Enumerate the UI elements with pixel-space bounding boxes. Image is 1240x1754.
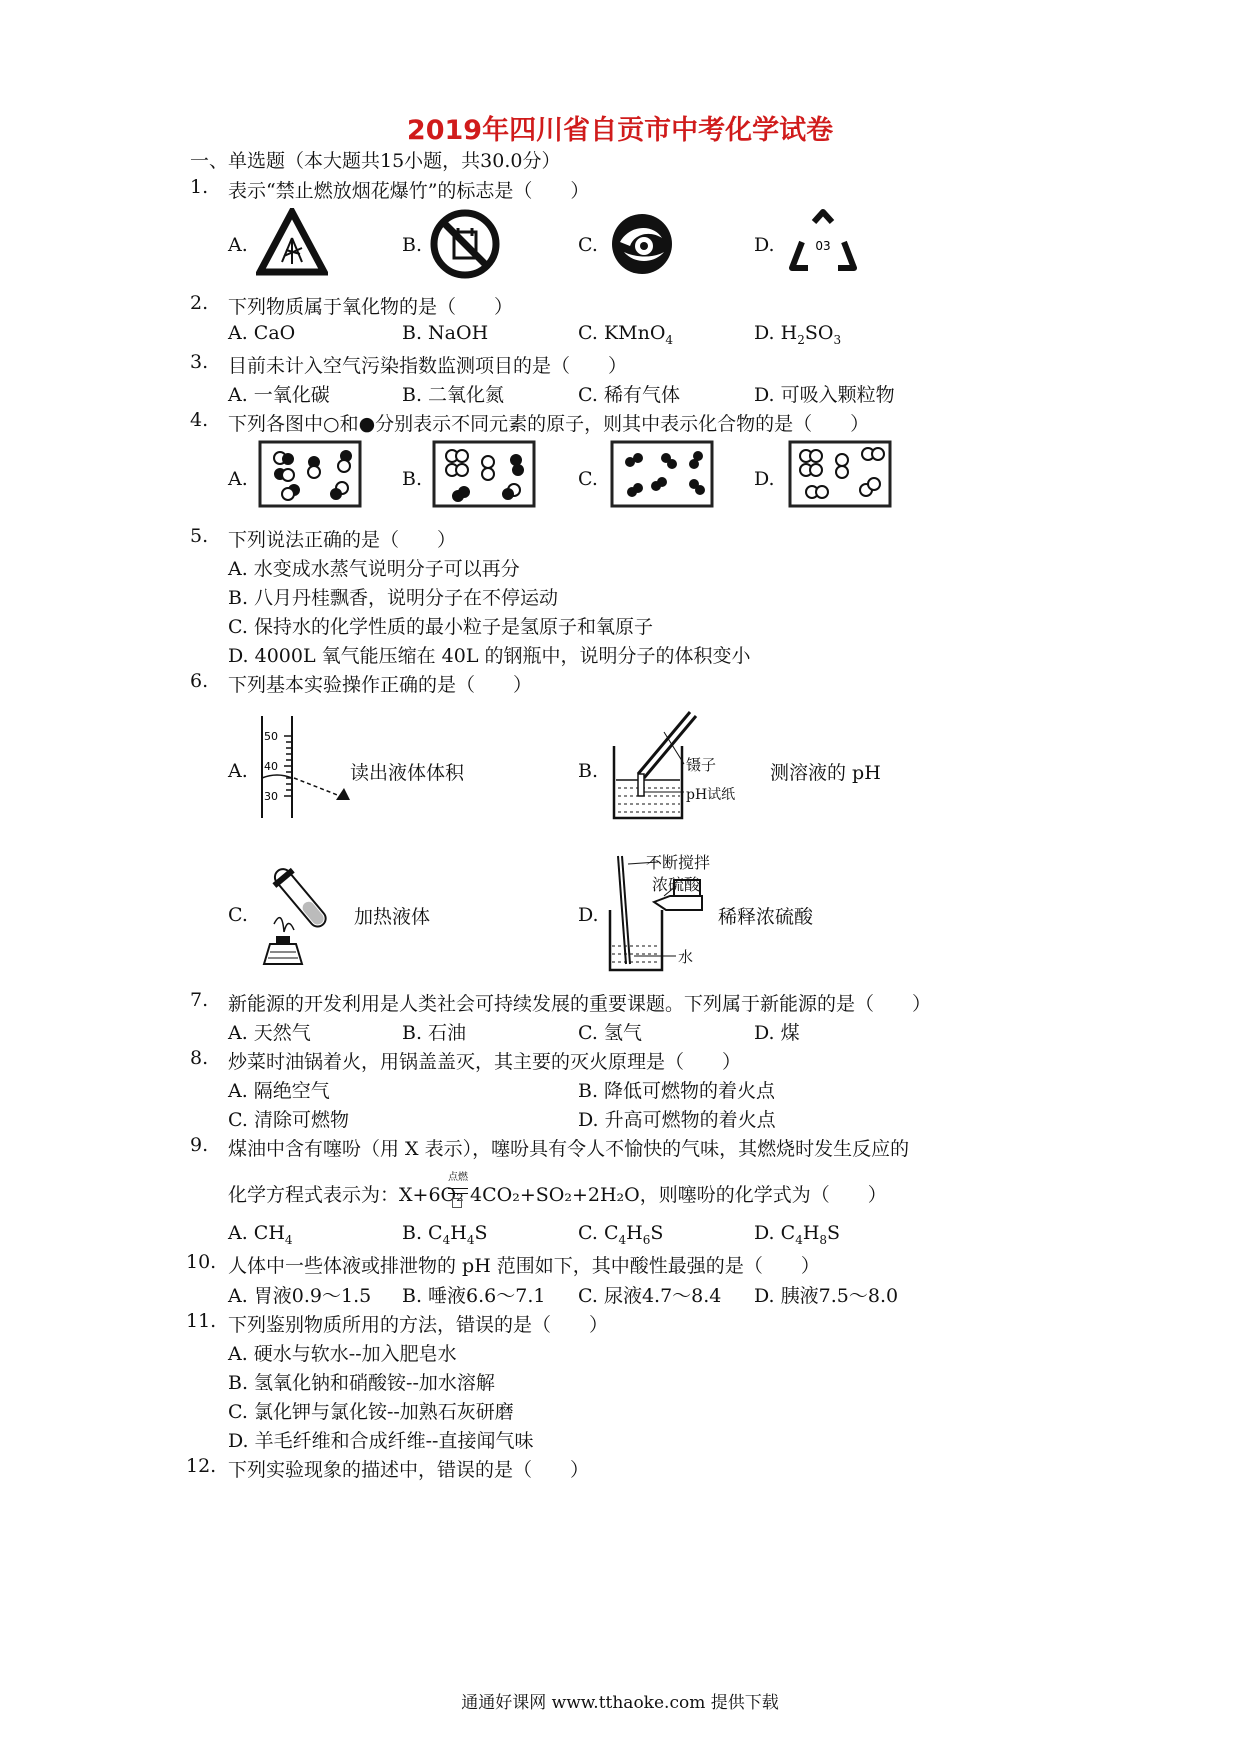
q9-option-a: A. CH (228, 1222, 285, 1244)
section-heading: 一、单选题（本大题共15小题，共30.0分） (190, 150, 561, 172)
q6-label-b: 测溶液的 pH (770, 762, 881, 784)
q11-stem: 下列鉴别物质所用的方法，错误的是（ ） (228, 1314, 609, 1336)
q6-option-a: A. (228, 760, 248, 782)
footer: 通通好课网 www.tthaoke.com 提供下载 (461, 1693, 779, 1713)
q11-number: 11. (186, 1310, 217, 1332)
q4-diagram-a (258, 440, 362, 508)
q4-diagram-c (610, 440, 714, 508)
q1-option-b: B. (402, 234, 423, 256)
q3-option-b: B. 二氧化氮 (402, 384, 505, 406)
q4-option-a: A. (228, 468, 248, 490)
page-title: 2019年四川省自贡市中考化学试卷 (406, 115, 834, 146)
acid-label: 浓硫酸 (652, 875, 701, 894)
q8-option-d: D. 升高可燃物的着火点 (578, 1109, 776, 1131)
q5-number: 5. (190, 525, 209, 547)
q8-option-c: C. 清除可燃物 (228, 1109, 349, 1131)
eye-icon (336, 788, 350, 800)
q1-stem: 表示“禁止燃放烟花爆竹”的标志是（ ） (228, 180, 590, 202)
q9-equation-left: 化学方程式表示为：X+6O₂ (228, 1184, 464, 1206)
q8-number: 8. (190, 1047, 209, 1069)
recycle-code: 03 (815, 239, 831, 253)
q4-option-d: D. (754, 468, 775, 490)
q11-option-a: A. 硬水与软水--加入肥皂水 (228, 1343, 457, 1365)
q9-number: 9. (190, 1134, 209, 1156)
q7-number: 7. (190, 989, 209, 1011)
q6-stem: 下列基本实验操作正确的是（ ） (228, 674, 533, 696)
q5-option-b: B. 八月丹桂飘香，说明分子在不停运动 (228, 587, 559, 609)
q6-label-a: 读出液体体积 (350, 762, 465, 784)
q9-stem: 煤油中含有噻吩（用 X 表示），噻吩具有令人不愉快的气味，其燃烧时发生反应的 (228, 1138, 910, 1160)
q3-stem: 目前未计入空气污染指数监测项目的是（ ） (228, 355, 628, 377)
q5-option-d: D. 4000L 氧气能压缩在 40L 的钢瓶中，说明分子的体积变小 (228, 645, 751, 667)
q8-option-b: B. 降低可燃物的着火点 (578, 1080, 776, 1102)
heating-test-tube-figure (254, 856, 354, 968)
q1-number: 1. (190, 176, 209, 198)
q2-stem: 下列物质属于氧化物的是（ ） (228, 296, 514, 318)
water-label: 水 (678, 948, 694, 966)
q1-option-a: A. (228, 234, 248, 256)
no-fireworks-sign-icon (428, 208, 502, 280)
q10-option-c: C. 尿液4.7～8.4 (578, 1285, 722, 1307)
stir-label: 不断搅拌 (646, 853, 711, 872)
q10-number: 10. (186, 1251, 217, 1273)
q10-option-d: D. 胰液7.5～8.0 (754, 1285, 899, 1307)
tweezers-label: 镊子 (686, 756, 717, 774)
water-saving-sign-icon (610, 212, 674, 276)
q5-option-c: C. 保持水的化学性质的最小粒子是氢原子和氧原子 (228, 616, 653, 638)
q6-label-d: 稀释浓硫酸 (718, 906, 814, 928)
q4-diagram-d (788, 440, 892, 508)
q2-option-b: B. NaOH (402, 322, 489, 344)
q7-option-b: B. 石油 (402, 1022, 467, 1044)
ph-paper-label: pH试纸 (686, 787, 736, 803)
q9-option-c: C. C (578, 1222, 619, 1244)
q5-option-a: A. 水变成水蒸气说明分子可以再分 (228, 558, 520, 580)
placeholder-box (452, 1198, 462, 1208)
q2-option-c: C. KMnO (578, 322, 666, 344)
reaction-condition: 点燃 (448, 1172, 468, 1183)
q10-option-a: A. 胃液0.9～1.5 (228, 1285, 372, 1307)
q11-option-c: C. 氯化钾与氯化铵--加熟石灰研磨 (228, 1401, 514, 1423)
q11-option-d: D. 羊毛纤维和合成纤维--直接闻气味 (228, 1430, 534, 1452)
q9-option-b: B. C (402, 1222, 443, 1244)
q12-stem: 下列实验现象的描述中，错误的是（ ） (228, 1459, 590, 1481)
graduated-cylinder-figure (256, 714, 356, 820)
q6-number: 6. (190, 670, 209, 692)
q6-option-b: B. (578, 760, 599, 782)
q8-stem: 炒菜时油锅着火，用锅盖盖灭，其主要的灭火原理是（ ） (228, 1051, 742, 1073)
q4-number: 4. (190, 409, 209, 431)
q4-option-b: B. (402, 468, 423, 490)
q10-stem: 人体中一些体液或排泄物的 pH 范围如下，其中酸性最强的是（ ） (228, 1255, 820, 1277)
q1-option-d: D. (754, 234, 775, 256)
recycle-sign-icon (786, 208, 860, 276)
q10-option-b: B. 唾液6.6～7.1 (402, 1285, 546, 1307)
q8-option-a: A. 隔绝空气 (228, 1080, 330, 1102)
q3-option-a: A. 一氧化碳 (228, 384, 330, 406)
q5-stem: 下列说法正确的是（ ） (228, 529, 457, 551)
reaction-arrow (448, 1188, 468, 1189)
q7-option-d: D. 煤 (754, 1022, 800, 1044)
q9-equation-right: 4CO₂+SO₂+2H₂O，则噻吩的化学式为（ ） (470, 1184, 887, 1206)
q4-diagram-b (432, 440, 536, 508)
q4-option-c: C. (578, 468, 598, 490)
q9-option-d: D. C (754, 1222, 796, 1244)
q7-option-c: C. 氢气 (578, 1022, 642, 1044)
q3-option-c: C. 稀有气体 (578, 384, 680, 406)
scale-30: 30 (264, 790, 278, 803)
q6-option-c: C. (228, 904, 248, 926)
q7-stem: 新能源的开发利用是人类社会可持续发展的重要课题。下列属于新能源的是（ ） (228, 993, 932, 1015)
q2-option-a: A. CaO (228, 322, 296, 344)
q7-option-a: A. 天然气 (228, 1022, 311, 1044)
q3-number: 3. (190, 351, 209, 373)
q11-option-b: B. 氢氧化钠和硝酸铵--加水溶解 (228, 1372, 495, 1394)
q3-option-d: D. 可吸入颗粒物 (754, 384, 895, 406)
warning-sign-icon (256, 208, 328, 276)
scale-50: 50 (264, 730, 278, 743)
q4-stem: 下列各图中○和●分别表示不同元素的原子，则其中表示化合物的是（ ） (228, 413, 870, 435)
q2-number: 2. (190, 292, 209, 314)
beaker-ph-figure (604, 708, 764, 826)
q12-number: 12. (186, 1455, 217, 1477)
q2-option-d: D. H (754, 322, 798, 344)
q6-option-d: D. (578, 904, 599, 926)
q1-option-c: C. (578, 234, 598, 256)
q6-label-c: 加热液体 (354, 906, 431, 928)
scale-40: 40 (264, 760, 278, 773)
